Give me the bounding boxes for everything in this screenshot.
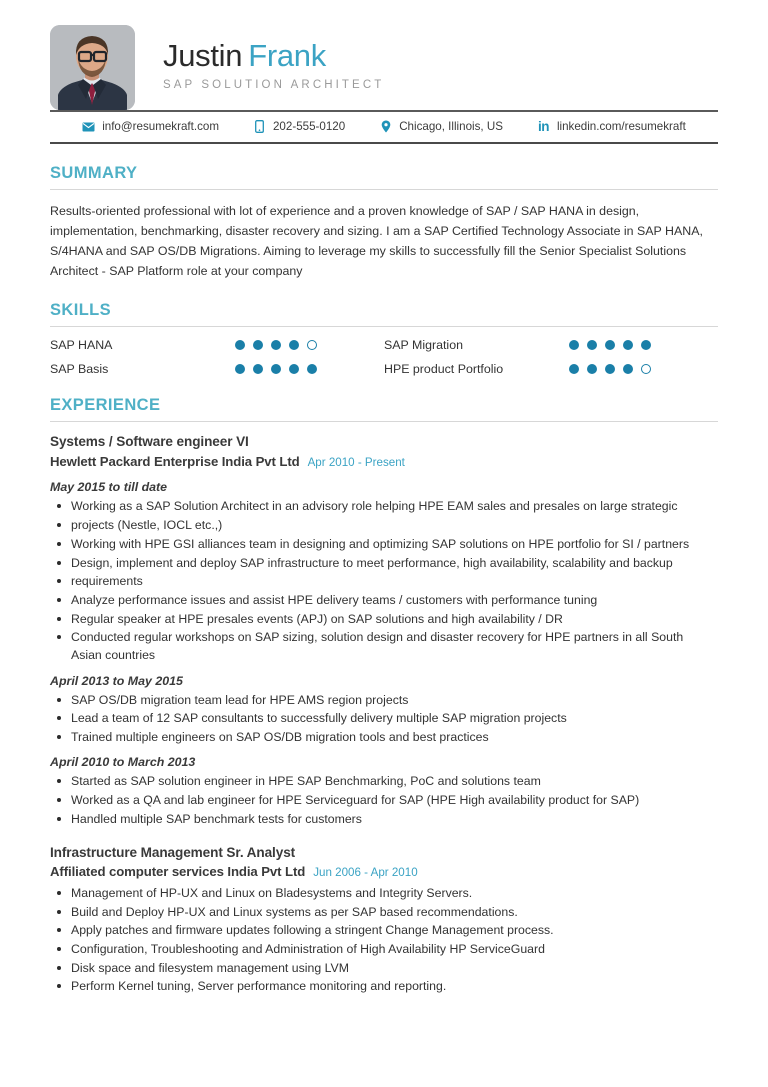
job-bullet-list [50, 884, 718, 996]
job-bullet: Configuration, Troubleshooting and Administration of High Availability HP ServiceGuard [50, 940, 710, 958]
skill-item [384, 362, 718, 376]
rating-dot-empty [641, 364, 651, 374]
rating-dot-filled [587, 340, 597, 350]
contact-email-text: info@resumekraft.com [102, 120, 219, 133]
summary-section-title: SUMMARY [50, 163, 138, 182]
job-period-label: May 2015 to till date [50, 480, 168, 495]
job-bullet: Design, implement and deploy SAP infrastructure to meet performance, high availability, scalability and backup [50, 554, 710, 572]
job-bullet: Started as SAP solution engineer in HPE SAP Benchmarking, PoC and solutions team [50, 772, 710, 790]
job-role: Infrastructure Management Sr. Analyst [50, 844, 296, 860]
contact-linkedin-text: linkedin.com/resumekraft [556, 120, 686, 133]
rating-dot-filled [271, 364, 281, 374]
contact-bar [50, 112, 718, 142]
experience-section-title: EXPERIENCE [50, 396, 161, 415]
skills-section-title: SKILLS [50, 301, 112, 320]
job-bullet: requirements [50, 572, 710, 590]
rating-dot-filled [289, 340, 299, 350]
rating-dot-filled [587, 364, 597, 374]
job-bullet-list [50, 497, 718, 664]
job-bullet: Trained multiple engineers on SAP OS/DB migration tools and best practices [50, 728, 710, 746]
name-block [163, 37, 385, 96]
profile-photo-image [50, 25, 135, 110]
summary-section [50, 164, 718, 282]
rating-dot-filled [623, 364, 633, 374]
experience-section [50, 396, 718, 995]
contact-location[interactable] [379, 120, 503, 133]
job-bullet-list [50, 691, 718, 747]
job-role: Systems / Software engineer VI [50, 434, 249, 450]
summary-text: Results-oriented professional with lot of experience and a proven knowledge of SAP / SAP HANA in design, implementation, benchmarking, disaster recovery and sizing. I am a SAP Certified Technology Associate in SAP HANA, S/4HANA and SAP OS/DB Migrations. Aiming to leverage my skills to successfully fill the Senior Specialist Solutions Architect - SAP Platform role at your company [50, 203, 703, 278]
job-bullet: Perform Kernel tuning, Server performance monitoring and reporting. [50, 977, 710, 995]
rating-dot-filled [641, 340, 651, 350]
experience-list [50, 433, 718, 995]
contact-bottom-divider [50, 142, 718, 144]
rating-dot-empty [307, 340, 317, 350]
linkedin-icon: in [537, 118, 549, 134]
job-bullet: Working with HPE GSI alliances team in designing and optimizing SAP solutions on HPE portfolio for SI / partners [50, 535, 710, 553]
rating-dot-filled [569, 340, 579, 350]
job-bullet: Worked as a QA and lab engineer for HPE Serviceguard for SAP (HPE High availability product for SAP) [50, 791, 710, 809]
resume-header [50, 0, 718, 110]
skill-item [384, 338, 718, 352]
skill-rating [569, 340, 651, 350]
last-name: Frank [248, 37, 326, 73]
job-bullet: Apply patches and firmware updates following a stringent Change Management process. [50, 921, 710, 939]
rating-dot-filled [289, 364, 299, 374]
job-dates: Apr 2010 - Present [307, 455, 405, 469]
skill-name: SAP Basis [50, 362, 109, 377]
envelope-icon [82, 120, 95, 133]
job-period-label: April 2010 to March 2013 [50, 755, 196, 770]
skill-rating [569, 364, 651, 374]
first-name: Justin [163, 37, 243, 73]
map-pin-icon [379, 120, 392, 133]
contact-email[interactable] [82, 120, 219, 133]
job-period-label: April 2013 to May 2015 [50, 673, 183, 688]
rating-dot-filled [307, 364, 317, 374]
professional-title: SAP SOLUTION ARCHITECT [163, 79, 385, 92]
job-bullet: Regular speaker at HPE presales events (APJ) on SAP solutions and high availability / DR [50, 610, 710, 628]
skill-rating [235, 340, 317, 350]
job-dates: Jun 2006 - Apr 2010 [313, 866, 418, 880]
contact-phone[interactable] [253, 120, 345, 133]
job-company: Hewlett Packard Enterprise India Pvt Ltd [50, 453, 300, 469]
job-bullet: Disk space and filesystem management using LVM [50, 959, 710, 977]
profile-photo [50, 25, 135, 110]
rating-dot-filled [271, 340, 281, 350]
skill-item [50, 362, 384, 376]
rating-dot-filled [605, 364, 615, 374]
rating-dot-filled [569, 364, 579, 374]
full-name [163, 37, 384, 73]
experience-underline [50, 421, 718, 422]
skill-rating [235, 364, 317, 374]
rating-dot-filled [253, 340, 263, 350]
job-bullet: Working as a SAP Solution Architect in an advisory role helping HPE EAM sales and presales on large strategic [50, 497, 710, 515]
contact-phone-text: 202-555-0120 [272, 120, 346, 133]
job-bullet: Analyze performance issues and assist HPE delivery teams / customers with performance tuning [50, 591, 710, 609]
job-bullet: Build and Deploy HP-UX and Linux systems as per SAP based recommendations. [50, 903, 710, 921]
rating-dot-filled [235, 340, 245, 350]
job-bullet-list [50, 772, 718, 828]
skill-name: SAP Migration [384, 338, 463, 353]
experience-item [50, 433, 718, 827]
job-company: Affiliated computer services India Pvt Ltd [50, 864, 306, 880]
job-bullet: Handled multiple SAP benchmark tests for customers [50, 810, 710, 828]
skill-item [50, 338, 384, 352]
skill-name: SAP HANA [50, 338, 113, 353]
job-bullet: projects (Nestle, IOCL etc.,) [50, 516, 710, 534]
summary-underline [50, 189, 718, 190]
rating-dot-filled [605, 340, 615, 350]
experience-item [50, 844, 718, 996]
job-bullet: Management of HP-UX and Linux on Bladesystems and Integrity Servers. [50, 884, 710, 902]
job-bullet: Conducted regular workshops on SAP sizing, solution design and disaster recovery for HPE partners in all South Asian countries [50, 628, 710, 664]
skills-underline [50, 326, 718, 327]
rating-dot-filled [235, 364, 245, 374]
rating-dot-filled [253, 364, 263, 374]
job-company-line [50, 862, 718, 882]
skills-section [50, 301, 718, 376]
skills-grid [50, 338, 718, 376]
contact-location-text: Chicago, Illinois, US [399, 120, 503, 133]
contact-linkedin[interactable] [537, 120, 686, 133]
job-company-line [50, 452, 718, 472]
mobile-phone-icon [253, 120, 266, 133]
skill-name: HPE product Portfolio [384, 362, 504, 377]
job-bullet: Lead a team of 12 SAP consultants to successfully delivery multiple SAP migration projects [50, 709, 710, 727]
rating-dot-filled [623, 340, 633, 350]
job-bullet: SAP OS/DB migration team lead for HPE AMS region projects [50, 691, 710, 709]
